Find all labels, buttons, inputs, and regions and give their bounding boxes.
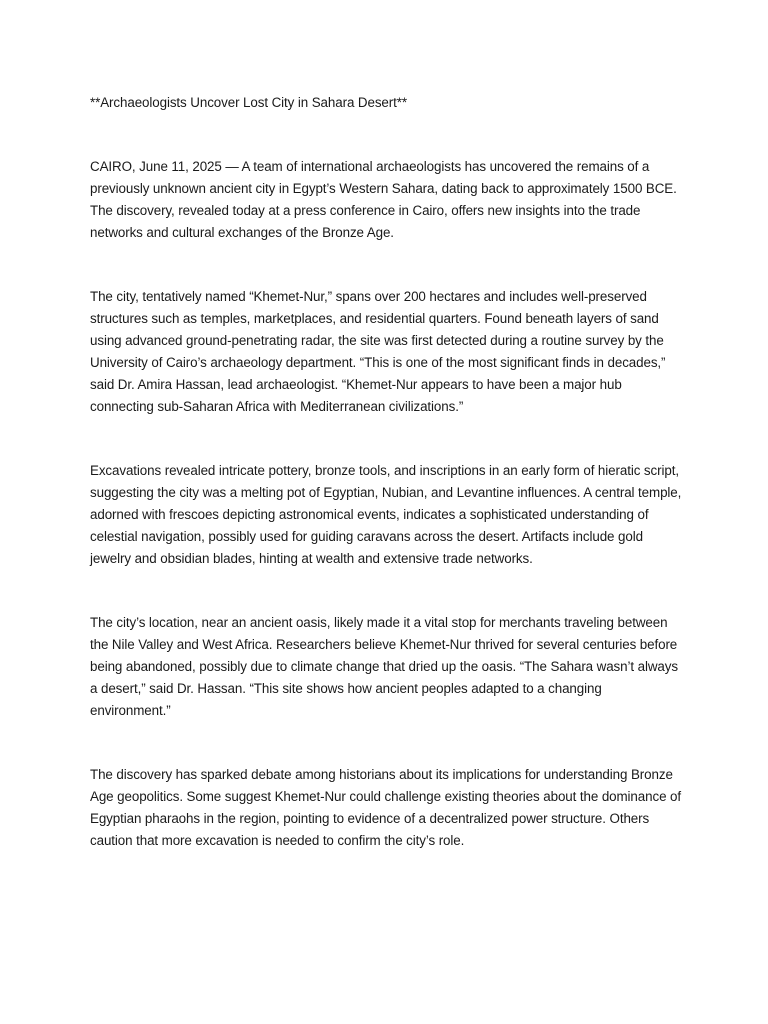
article-title: **Archaeologists Uncover Lost City in Sahara Desert** xyxy=(90,95,407,110)
paragraph-5: The discovery has sparked debate among historians about its implications for understanding Bronze Age geopolitics. Some suggest Khemet-Nur could challenge existing theories about the dominance of Egyptian pharaohs in the region, pointing to evidence of a decentralized power structure. Others caution that more excavation is needed to confirm the city’s role. xyxy=(90,767,682,848)
paragraph-2: The city, tentatively named “Khemet-Nur,” spans over 200 hectares and includes well-preserved structures such as temples, marketplaces, and residential quarters. Found beneath layers of sand using advanced ground-penetrating radar, the site was first detected during a routine survey by the University of Cairo’s archaeology department. “This is one of the most significant finds in decades,” said Dr. Amira Hassan, lead archaeologist. “Khemet-Nur appears to have been a major hub connecting sub-Saharan Africa with Mediterranean civilizations.” xyxy=(90,289,666,414)
paragraph-1: CAIRO, June 11, 2025 — A team of international archaeologists has uncovered the remains of a previously unknown ancient city in Egypt’s Western Sahara, dating back to approximately 1500 BCE. The discovery, revealed today at a press conference in Cairo, offers new insights into the trade networks and cultural exchanges of the Bronze Age. xyxy=(90,159,677,240)
document-body xyxy=(90,92,685,894)
paragraph-4: The city’s location, near an ancient oasis, likely made it a vital stop for merchants traveling between the Nile Valley and West Africa. Researchers believe Khemet-Nur thrived for several centuries before being abandoned, possibly due to climate change that dried up the oasis. “The Sahara wasn’t always a desert,” said Dr. Hassan. “This site shows how ancient peoples adapted to a changing environment.” xyxy=(90,615,678,718)
paragraph-3: Excavations revealed intricate pottery, bronze tools, and inscriptions in an early form of hieratic script, suggesting the city was a melting pot of Egyptian, Nubian, and Levantine influences. A central temple, adorned with frescoes depicting astronomical events, indicates a sophisticated understanding of celestial navigation, possibly used for guiding caravans across the desert. Artifacts include gold jewelry and obsidian blades, hinting at wealth and extensive trade networks. xyxy=(90,463,682,566)
